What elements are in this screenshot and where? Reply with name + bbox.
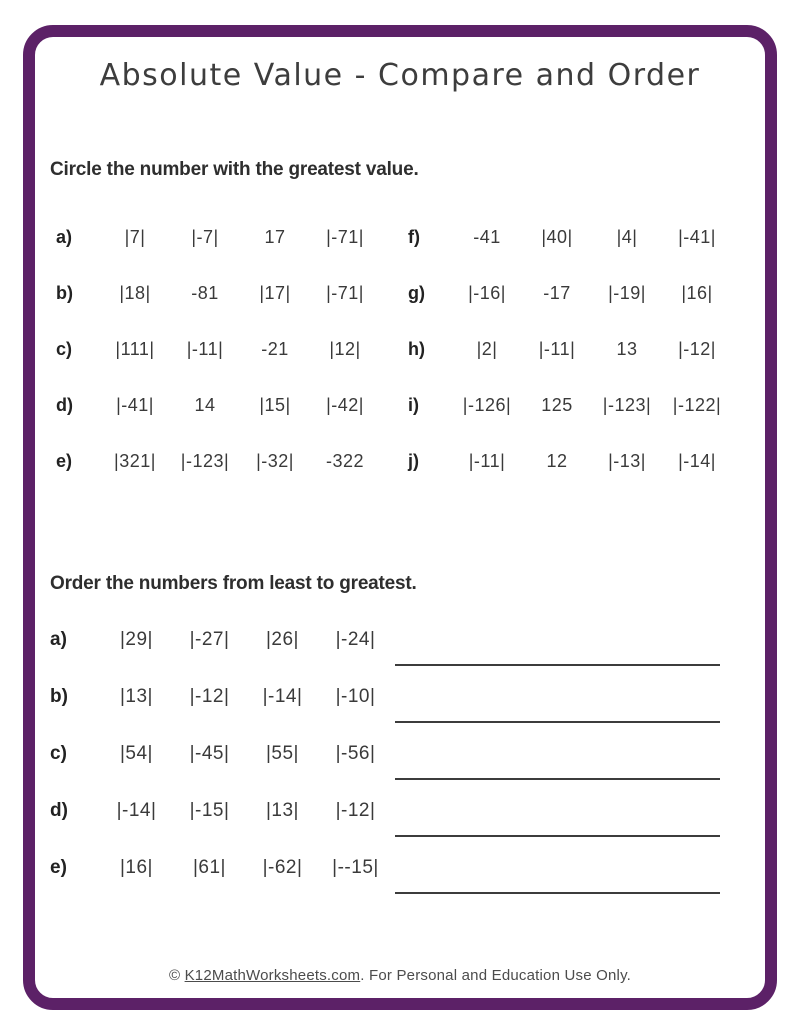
- number-cell: |7|: [124, 226, 146, 247]
- order-row: [50, 612, 750, 669]
- number-cell: |-16|: [468, 282, 506, 303]
- copyright-prefix: ©: [168, 967, 185, 984]
- item-label: d): [50, 800, 68, 822]
- order-row: [50, 669, 750, 726]
- number-cell: |-12|: [189, 686, 230, 708]
- number-cell: |17|: [259, 282, 291, 303]
- item-label: b): [56, 282, 73, 303]
- number-cell: |29|: [119, 629, 153, 651]
- item-label: c): [50, 743, 67, 765]
- number-cell: |-14|: [678, 450, 716, 471]
- number-cell: |-13|: [608, 450, 646, 471]
- number-cell: |13|: [265, 800, 299, 822]
- number-cell: |16|: [681, 282, 713, 303]
- number-cell: 17: [264, 226, 286, 247]
- item-label: e): [50, 857, 67, 879]
- number-cell: -21: [261, 338, 289, 359]
- number-cell: |-123|: [180, 450, 230, 471]
- number-cell: 12: [546, 450, 568, 471]
- number-cell: |40|: [541, 226, 573, 247]
- number-cell: |61|: [192, 857, 226, 879]
- number-cell: |12|: [329, 338, 361, 359]
- item-label: a): [50, 629, 67, 651]
- column-gap: [380, 377, 402, 433]
- number-cell: |-14|: [116, 800, 157, 822]
- number-cell: 125: [541, 394, 573, 415]
- number-cell: |-11|: [538, 338, 576, 359]
- answer-line: [395, 892, 720, 894]
- k12mathworksheets-link[interactable]: K12MathWorksheets.com: [184, 967, 361, 984]
- answer-line: [395, 835, 720, 837]
- number-cell: |55|: [265, 743, 299, 765]
- number-cell: |-14|: [262, 686, 303, 708]
- number-cell: |-122|: [672, 394, 722, 415]
- column-gap: [380, 321, 402, 377]
- worksheet-content: [35, 37, 765, 998]
- number-cell: |-12|: [678, 338, 716, 359]
- number-cell: 13: [616, 338, 638, 359]
- item-label: e): [56, 450, 73, 471]
- item-label: f): [408, 226, 420, 247]
- number-cell: |18|: [119, 282, 151, 303]
- section2-instruction: Order the numbers from least to greatest.: [50, 573, 417, 595]
- number-cell: |54|: [119, 743, 153, 765]
- worksheet-border: [23, 25, 777, 1010]
- order-row: [50, 840, 750, 897]
- number-cell: |13|: [119, 686, 153, 708]
- item-label: b): [50, 686, 68, 708]
- number-cell: -41: [473, 226, 501, 247]
- number-cell: |-42|: [326, 394, 364, 415]
- number-cell: |16|: [119, 857, 153, 879]
- answer-line: [395, 664, 720, 666]
- number-cell: |-11|: [186, 338, 224, 359]
- number-cell: -322: [325, 450, 365, 471]
- number-cell: |4|: [616, 226, 638, 247]
- order-row: [50, 783, 750, 840]
- number-cell: |-12|: [335, 800, 376, 822]
- order-list: [50, 612, 750, 897]
- number-cell: |--15|: [332, 857, 379, 879]
- number-cell: |-10|: [335, 686, 376, 708]
- number-cell: |-56|: [335, 743, 376, 765]
- column-gap: [380, 433, 402, 489]
- number-cell: |-27|: [189, 629, 230, 651]
- number-cell: |-41|: [678, 226, 716, 247]
- item-label: d): [56, 394, 73, 415]
- copyright-footer: [35, 967, 765, 984]
- item-label: c): [56, 338, 73, 359]
- section1-instruction: Circle the number with the greatest value.: [50, 158, 419, 180]
- column-gap: [380, 209, 402, 265]
- number-cell: 14: [194, 394, 216, 415]
- number-cell: |-11|: [468, 450, 506, 471]
- item-label: h): [408, 338, 425, 359]
- number-cell: |26|: [265, 629, 299, 651]
- page-title: Absolute Value - Compare and Order: [99, 58, 701, 93]
- number-cell: |111|: [115, 338, 155, 359]
- item-label: i): [408, 394, 419, 415]
- number-cell: |-71|: [326, 226, 364, 247]
- number-cell: |-41|: [116, 394, 154, 415]
- compare-grid: [50, 209, 750, 489]
- number-cell: |321|: [114, 450, 156, 471]
- number-cell: |-15|: [189, 800, 230, 822]
- number-cell: |-62|: [262, 857, 303, 879]
- number-cell: |2|: [476, 338, 498, 359]
- number-cell: |-7|: [191, 226, 219, 247]
- order-row: [50, 726, 750, 783]
- item-label: a): [56, 226, 73, 247]
- copyright-suffix: . For Personal and Education Use Only.: [360, 967, 632, 984]
- item-label: g): [408, 282, 425, 303]
- number-cell: |-123|: [602, 394, 652, 415]
- number-cell: |-126|: [462, 394, 512, 415]
- number-cell: |15|: [259, 394, 291, 415]
- answer-line: [395, 721, 720, 723]
- number-cell: -81: [191, 282, 219, 303]
- number-cell: |-45|: [189, 743, 230, 765]
- item-label: j): [408, 450, 419, 471]
- number-cell: |-71|: [326, 282, 364, 303]
- number-cell: |-24|: [335, 629, 376, 651]
- number-cell: |-19|: [608, 282, 646, 303]
- number-cell: -17: [543, 282, 571, 303]
- number-cell: |-32|: [256, 450, 294, 471]
- answer-line: [395, 778, 720, 780]
- column-gap: [380, 265, 402, 321]
